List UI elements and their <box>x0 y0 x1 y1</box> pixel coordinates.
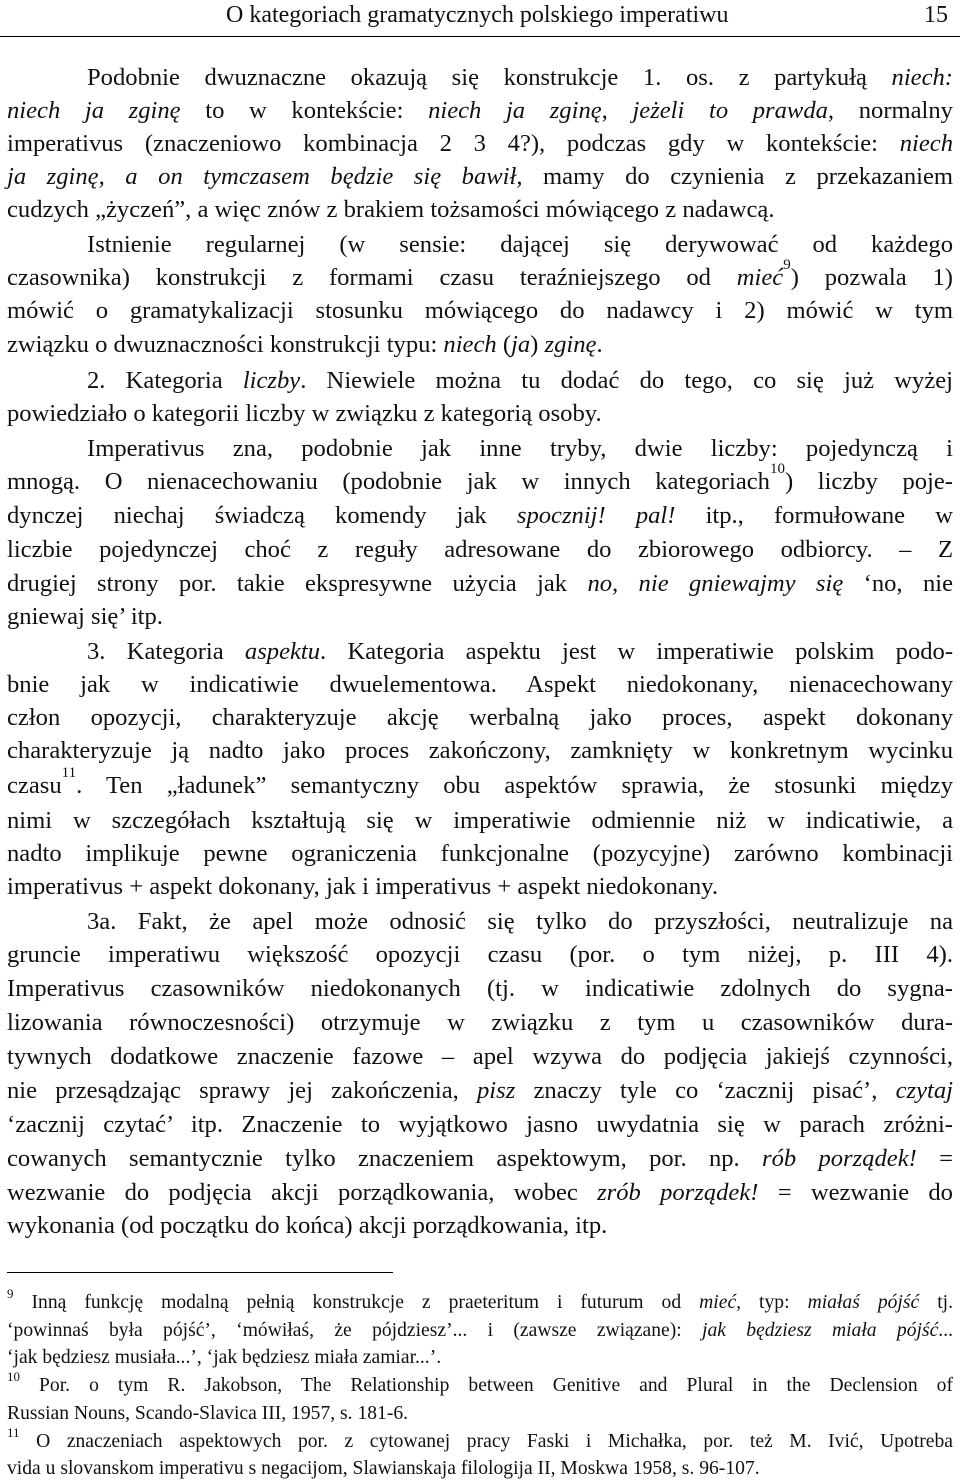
text-line: Imperativus zna, podobnie jak inne tryby, dwie liczby: pojedynczą i <box>87 435 953 462</box>
footnote-separator <box>7 1272 393 1273</box>
text-line: człon opozycji, charakteryzuje akcję werbalną jako proces, aspekt dokonany <box>7 704 953 731</box>
text-line: Podobnie dwuznaczne okazują się konstrukcje 1. os. z partykułą niech: <box>87 64 953 91</box>
text-line: 2. Kategoria liczby. Niewiele można tu dodać do tego, co się już wyżej <box>87 367 953 394</box>
text-line: Istnienie regularnej (w sensie: dającej się derywować od każdego <box>87 231 953 258</box>
footnote-11: $^{11}$ O znaczeniach aspektowych por. z cytowanej pracy Faski i Michałka, por. też M. Ivić, Upotreba <box>7 1425 953 1452</box>
text-line: nie przesądzając sprawy jej zakończenia, pisz znaczy tyle co ‘zacznij pisać’, czytaj <box>7 1077 953 1104</box>
text-line: powiedziało o kategorii liczby w związku z kategorią osoby. <box>7 400 602 427</box>
text-line: gniewaj się’ itp. <box>7 603 163 630</box>
footnote-line: vida u slovanskom imperativu s negacijom, Slawianskaja filologija II, Moskwa 1958, s. 96-107. <box>7 1458 760 1479</box>
text-line: lizowania równoczesności) otrzymuje w związku z tym u czasowników dura- <box>7 1009 953 1036</box>
text-line: 3a. Fakt, że apel może odnosić się tylko do przyszłości, neutralizuje na <box>87 908 953 935</box>
text-line: ja zginę, a on tymczasem będzie się bawił, mamy do czynienia z przekazaniem <box>7 163 954 190</box>
text-line: liczbie pojedynczej choć z reguły adresowane do zbiorowego odbiorcy. – Z <box>7 536 953 563</box>
footnote-ref: 10 <box>769 461 785 477</box>
footnote-ref: 11 <box>61 765 77 781</box>
text-line: cudzych „życzeń”, a więc znów z brakiem tożsamości mówiącego z nadawcą. <box>7 196 775 223</box>
footnote-line: ‘jak będziesz musiała...’, ‘jak będziesz miała zamiar...’. <box>7 1347 442 1368</box>
text-line: nimi w szczegółach kształtują się w imperatiwie odmiennie niż w indicatiwie, a <box>7 807 953 834</box>
running-title: O kategoriach gramatycznych polskiego imperatiwu <box>226 2 729 28</box>
text-line: charakteryzuje ją nadto jako proces zakończony, zamknięty w konkretnym wycinku <box>7 737 953 764</box>
text-line: tywnych dodatkowe znaczenie fazowe – apel wzywa do podjęcia jakiejś czynności, <box>7 1043 953 1070</box>
text-line: imperativus + aspekt dokonany, jak i imperativus + aspekt niedokonany. <box>7 873 718 900</box>
running-header <box>0 0 960 37</box>
footnote-9: $^9$ Inną funkcję modalną pełnią konstrukcje z praeteritum i futurum od mieć, typ: miałaś pójść tj. <box>7 1286 954 1313</box>
text-line: czasownika) konstrukcji z formami czasu teraźniejszego od mieć$^9$) pozwala 1) <box>7 257 953 291</box>
text-line: mówić o gramatykalizacji stosunku mówiącego do nadawcy i 2) mówić w tym <box>7 297 953 324</box>
text-line: drugiej strony por. takie ekspresywne użycia jak no, nie gniewajmy się ‘no, nie <box>7 570 953 597</box>
text-line: imperativus (znaczeniowo kombinacja 2 3 4?), podczas gdy w kontekście: niech <box>7 130 953 157</box>
page-number: 15 <box>924 2 948 28</box>
text-line: wezwanie do podjęcia akcji porządkowania, wobec zrób porządek! = wezwanie do <box>7 1179 953 1206</box>
text-line: dynczej niechaj świadczą komendy jak spocznij! pal! itp., formułowane w <box>7 502 953 529</box>
text-line: cowanych semantycznie tylko znaczeniem aspektowym, por. np. rób porządek! = <box>7 1145 953 1172</box>
text-line: gruncie imperatiwu większość opozycji czasu (por. o tym niżej, p. III 4). <box>7 941 953 968</box>
text-line: ‘zacznij czytać’ itp. Znaczenie to wyjątkowo jasno uwydatnia się w parach zróżni- <box>7 1111 953 1138</box>
text-line: wykonania (od początku do końca) akcji porządkowania, itp. <box>7 1212 608 1239</box>
text-line: mnogą. O nienacechowaniu (podobnie jak w innych kategoriach$^{10}$) liczby poje- <box>7 461 953 495</box>
text-line: związku o dwuznaczności konstrukcji typu: niech (ja) zginę. <box>7 331 603 358</box>
text-line: Imperativus czasowników niedokonanych (tj. w indicatiwie zdolnych do sygna- <box>7 975 953 1002</box>
footnote-10: $^{10}$ Por. o tym R. Jakobson, The Relationship between Genitive and Plural in the Declension of <box>7 1369 953 1396</box>
text-line: czasu$^{11}$. Ten „ładunek” semantyczny obu aspektów sprawia, że stosunki między <box>7 765 953 799</box>
footnote-ref: 9 <box>783 257 791 273</box>
footnote-line: ‘powinnaś była pójść’, ‘mówiłaś, że pójdziesz’... i (zawsze związane): jak będziesz miała pójść... <box>7 1320 953 1341</box>
text-line: niech ja zginę to w kontekście: niech ja zginę, jeżeli to prawda, normalny <box>7 97 953 124</box>
text-line: 3. Kategoria aspektu. Kategoria aspektu jest w imperatiwie polskim podo- <box>87 638 954 665</box>
text-line: nadto implikuje pewne ograniczenia funkcjonalne (pozycyjne) zarówno kombinacji <box>7 840 953 867</box>
text-line: bnie jak w indicatiwie dwuelementowa. Aspekt niedokonany, nienacechowany <box>7 671 953 698</box>
footnote-line: Russian Nouns, Scando-Slavica III, 1957, s. 181-6. <box>7 1403 409 1424</box>
